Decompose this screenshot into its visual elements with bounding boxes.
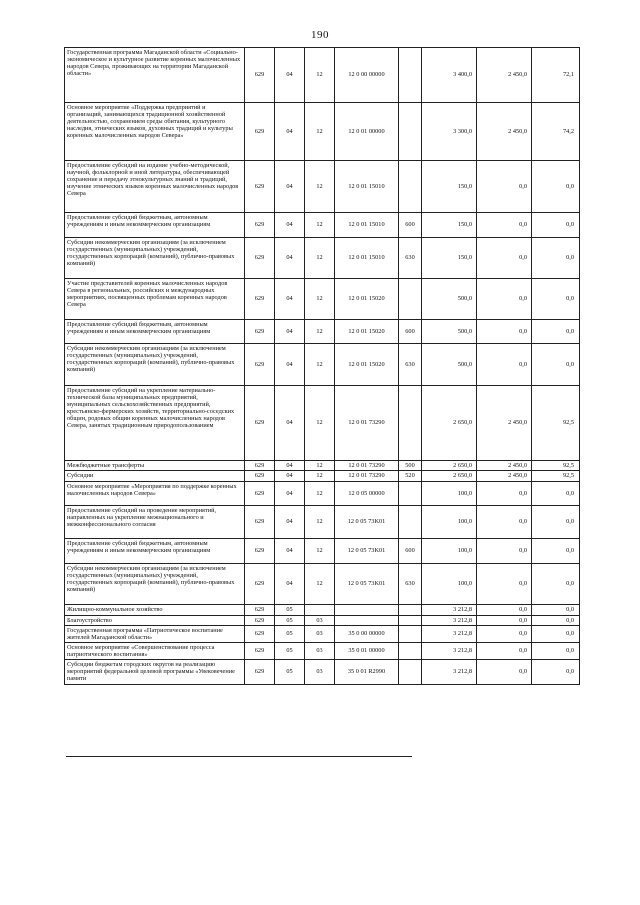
plan-amount: 100,0 — [422, 564, 477, 605]
footnote-divider — [66, 756, 412, 757]
subsection-code: 12 — [305, 344, 335, 386]
actual-amount: 2 450,0 — [477, 103, 532, 161]
row-name: Участие представителей коренных малочисленных народов Севера в региональных, российских и международных мероприятиях, посвященных проблемам коренных народов Севера — [65, 279, 245, 320]
section-code: 04 — [275, 320, 305, 344]
section-code: 05 — [275, 643, 305, 660]
table-row — [65, 626, 580, 643]
table-row — [65, 482, 580, 506]
section-code: 04 — [275, 539, 305, 564]
expense-type-code — [399, 506, 422, 539]
admin-code: 629 — [245, 48, 275, 103]
actual-amount: 0,0 — [477, 660, 532, 685]
actual-amount: 0,0 — [477, 213, 532, 238]
subsection-code: 12 — [305, 471, 335, 482]
expense-type-code — [399, 103, 422, 161]
target-code: 35 0 01 R2990 — [335, 660, 399, 685]
plan-amount: 500,0 — [422, 279, 477, 320]
subsection-code: 12 — [305, 103, 335, 161]
execution-percent: 72,1 — [532, 48, 580, 103]
execution-percent: 92,5 — [532, 461, 580, 471]
section-code: 04 — [275, 386, 305, 461]
subsection-code: 03 — [305, 616, 335, 626]
target-code: 12 0 01 15020 — [335, 344, 399, 386]
actual-amount: 0,0 — [477, 626, 532, 643]
subsection-code: 12 — [305, 461, 335, 471]
admin-code: 629 — [245, 386, 275, 461]
subsection-code: 12 — [305, 482, 335, 506]
table-row — [65, 320, 580, 344]
expense-type-code: 600 — [399, 539, 422, 564]
budget-table-body — [65, 48, 580, 685]
row-name: Предоставление субсидий бюджетным, автономным учреждениям и иным некоммерческим организациям — [65, 539, 245, 564]
execution-percent: 0,0 — [532, 605, 580, 616]
actual-amount: 0,0 — [477, 344, 532, 386]
actual-amount: 2 450,0 — [477, 461, 532, 471]
table-row — [65, 48, 580, 103]
admin-code: 629 — [245, 643, 275, 660]
section-code: 05 — [275, 626, 305, 643]
subsection-code: 12 — [305, 238, 335, 279]
actual-amount: 0,0 — [477, 564, 532, 605]
target-code: 12 0 01 15020 — [335, 320, 399, 344]
target-code: 12 0 01 00000 — [335, 103, 399, 161]
actual-amount: 0,0 — [477, 482, 532, 506]
plan-amount: 3 400,0 — [422, 48, 477, 103]
section-code: 04 — [275, 238, 305, 279]
execution-percent: 0,0 — [532, 626, 580, 643]
section-code: 04 — [275, 213, 305, 238]
execution-percent: 0,0 — [532, 344, 580, 386]
row-name: Основное мероприятие «Поддержка предприятий и организаций, занимающихся традиционной хозяйственной деятельностью, сохранением среды обитания, культурного наследия, этнических языков, духовных традиций и культуры коренных малочисленных народов Севера» — [65, 103, 245, 161]
execution-percent: 0,0 — [532, 506, 580, 539]
target-code: 12 0 01 15020 — [335, 279, 399, 320]
plan-amount: 150,0 — [422, 161, 477, 213]
target-code: 12 0 01 15010 — [335, 238, 399, 279]
row-name: Субсидии некоммерческим организациям (за исключением государственных (муниципальных) учреждений, государственных корпораций (компаний), публично-правовых компаний) — [65, 344, 245, 386]
actual-amount: 2 450,0 — [477, 386, 532, 461]
admin-code: 629 — [245, 103, 275, 161]
section-code: 04 — [275, 564, 305, 605]
plan-amount: 2 650,0 — [422, 386, 477, 461]
admin-code: 629 — [245, 161, 275, 213]
section-code: 04 — [275, 461, 305, 471]
execution-percent: 0,0 — [532, 279, 580, 320]
plan-amount: 3 212,8 — [422, 660, 477, 685]
row-name: Основное мероприятие «Совершенствование процесса патриотического воспитания» — [65, 643, 245, 660]
row-name: Предоставление субсидий на проведение мероприятий, направленных на укрепление межнационального и межконфессионального согласия — [65, 506, 245, 539]
subsection-code: 12 — [305, 564, 335, 605]
plan-amount: 100,0 — [422, 506, 477, 539]
admin-code: 629 — [245, 320, 275, 344]
admin-code: 629 — [245, 213, 275, 238]
execution-percent: 0,0 — [532, 616, 580, 626]
subsection-code: 12 — [305, 48, 335, 103]
actual-amount: 0,0 — [477, 605, 532, 616]
execution-percent: 92,5 — [532, 471, 580, 482]
target-code — [335, 605, 399, 616]
actual-amount: 0,0 — [477, 506, 532, 539]
target-code: 12 0 05 73K01 — [335, 564, 399, 605]
row-name: Основное мероприятие «Мероприятия по поддержке коренных малочисленных народов Севера» — [65, 482, 245, 506]
target-code: 12 0 05 73K01 — [335, 506, 399, 539]
admin-code: 629 — [245, 539, 275, 564]
section-code: 05 — [275, 605, 305, 616]
plan-amount: 3 212,8 — [422, 643, 477, 660]
section-code: 04 — [275, 103, 305, 161]
subsection-code: 12 — [305, 320, 335, 344]
expense-type-code — [399, 643, 422, 660]
subsection-code: 12 — [305, 213, 335, 238]
execution-percent: 0,0 — [532, 238, 580, 279]
section-code: 04 — [275, 161, 305, 213]
admin-code: 629 — [245, 660, 275, 685]
plan-amount: 3 212,8 — [422, 605, 477, 616]
admin-code: 629 — [245, 482, 275, 506]
target-code: 12 0 01 73290 — [335, 386, 399, 461]
table-row — [65, 461, 580, 471]
admin-code: 629 — [245, 564, 275, 605]
execution-percent: 74,2 — [532, 103, 580, 161]
page-number: 190 — [311, 29, 329, 41]
row-name: Предоставление субсидий бюджетным, автономным учреждениям и иным некоммерческим организациям — [65, 213, 245, 238]
expense-type-code: 520 — [399, 471, 422, 482]
row-name: Субсидии бюджетам городских округов на реализацию мероприятий федеральной целевой программы «Увековечение памяти — [65, 660, 245, 685]
target-code: 12 0 00 00000 — [335, 48, 399, 103]
admin-code: 629 — [245, 626, 275, 643]
actual-amount: 0,0 — [477, 616, 532, 626]
table-row — [65, 564, 580, 605]
section-code: 04 — [275, 471, 305, 482]
target-code: 12 0 01 73290 — [335, 461, 399, 471]
target-code: 12 0 05 00000 — [335, 482, 399, 506]
row-name: Предоставление субсидий на издание учебно-методической, научной, фольклорной и иной литературы, обеспечивающей сохранение и передачу этнокультурных знаний и традиций, изучение этнических языков коренных малочисленных народов Севера — [65, 161, 245, 213]
table-row — [65, 238, 580, 279]
row-name: Государственная программа Магаданской области «Социально-экономическое и культурное развитие коренных малочисленных народов Севера, проживающих на территории Магаданской области» — [65, 48, 245, 103]
actual-amount: 0,0 — [477, 643, 532, 660]
table-row — [65, 213, 580, 238]
subsection-code: 12 — [305, 386, 335, 461]
subsection-code — [305, 605, 335, 616]
expense-type-code — [399, 626, 422, 643]
admin-code: 629 — [245, 279, 275, 320]
table-row — [65, 660, 580, 685]
expense-type-code — [399, 482, 422, 506]
expense-type-code — [399, 386, 422, 461]
budget-table — [64, 47, 580, 685]
section-code: 04 — [275, 279, 305, 320]
table-row — [65, 506, 580, 539]
execution-percent: 0,0 — [532, 564, 580, 605]
expense-type-code: 600 — [399, 213, 422, 238]
row-name: Субсидии некоммерческим организациям (за исключением государственных (муниципальных) учреждений, государственных корпораций (компаний), публично-правовых компаний) — [65, 238, 245, 279]
section-code: 04 — [275, 48, 305, 103]
expense-type-code — [399, 48, 422, 103]
execution-percent: 0,0 — [532, 660, 580, 685]
plan-amount: 150,0 — [422, 213, 477, 238]
expense-type-code — [399, 616, 422, 626]
table-row — [65, 103, 580, 161]
execution-percent: 0,0 — [532, 213, 580, 238]
expense-type-code: 630 — [399, 564, 422, 605]
plan-amount: 3 212,8 — [422, 616, 477, 626]
section-code: 05 — [275, 660, 305, 685]
subsection-code: 12 — [305, 506, 335, 539]
plan-amount: 2 650,0 — [422, 471, 477, 482]
table-row — [65, 539, 580, 564]
section-code: 04 — [275, 506, 305, 539]
expense-type-code — [399, 660, 422, 685]
table-row — [65, 616, 580, 626]
execution-percent: 0,0 — [532, 539, 580, 564]
section-code: 04 — [275, 482, 305, 506]
admin-code: 629 — [245, 344, 275, 386]
actual-amount: 0,0 — [477, 279, 532, 320]
table-row — [65, 643, 580, 660]
row-name: Предоставление субсидий на укрепление материально-технической базы муниципальных предприятий, муниципальных сельскохозяйственных предприятий, крестьянско-фермерских хозяйств, территориально-соседских общин, родовых общин коренных малочисленных народов Севера, занятых традиционным природопользованием — [65, 386, 245, 461]
subsection-code: 12 — [305, 279, 335, 320]
subsection-code: 12 — [305, 161, 335, 213]
section-code: 04 — [275, 344, 305, 386]
expense-type-code: 600 — [399, 320, 422, 344]
table-row — [65, 161, 580, 213]
target-code — [335, 616, 399, 626]
target-code: 12 0 01 15010 — [335, 213, 399, 238]
table-row — [65, 386, 580, 461]
table-row — [65, 605, 580, 616]
target-code: 12 0 01 73290 — [335, 471, 399, 482]
execution-percent: 0,0 — [532, 161, 580, 213]
subsection-code: 03 — [305, 660, 335, 685]
plan-amount: 150,0 — [422, 238, 477, 279]
row-name: Благоустройство — [65, 616, 245, 626]
actual-amount: 2 450,0 — [477, 48, 532, 103]
admin-code: 629 — [245, 238, 275, 279]
expense-type-code: 630 — [399, 344, 422, 386]
row-name: Субсидии — [65, 471, 245, 482]
plan-amount: 3 300,0 — [422, 103, 477, 161]
plan-amount: 3 212,8 — [422, 626, 477, 643]
subsection-code: 12 — [305, 539, 335, 564]
row-name: Предоставление субсидий бюджетным, автономным учреждениям и иным некоммерческим организациям — [65, 320, 245, 344]
expense-type-code — [399, 605, 422, 616]
admin-code: 629 — [245, 616, 275, 626]
actual-amount: 0,0 — [477, 238, 532, 279]
actual-amount: 0,0 — [477, 320, 532, 344]
expense-type-code: 500 — [399, 461, 422, 471]
subsection-code: 03 — [305, 643, 335, 660]
row-name: Межбюджетные трансферты — [65, 461, 245, 471]
table-row — [65, 279, 580, 320]
plan-amount: 500,0 — [422, 320, 477, 344]
target-code: 12 0 01 15010 — [335, 161, 399, 213]
admin-code: 629 — [245, 461, 275, 471]
admin-code: 629 — [245, 506, 275, 539]
expense-type-code — [399, 161, 422, 213]
table-row — [65, 344, 580, 386]
actual-amount: 2 450,0 — [477, 471, 532, 482]
target-code: 35 0 00 00000 — [335, 626, 399, 643]
plan-amount: 500,0 — [422, 344, 477, 386]
actual-amount: 0,0 — [477, 161, 532, 213]
expense-type-code: 630 — [399, 238, 422, 279]
expense-type-code — [399, 279, 422, 320]
plan-amount: 100,0 — [422, 482, 477, 506]
row-name: Жилищно-коммунальное хозяйство — [65, 605, 245, 616]
actual-amount: 0,0 — [477, 539, 532, 564]
target-code: 12 0 05 73K01 — [335, 539, 399, 564]
plan-amount: 2 650,0 — [422, 461, 477, 471]
admin-code: 629 — [245, 471, 275, 482]
admin-code: 629 — [245, 605, 275, 616]
execution-percent: 0,0 — [532, 482, 580, 506]
subsection-code: 03 — [305, 626, 335, 643]
table-row — [65, 471, 580, 482]
execution-percent: 0,0 — [532, 643, 580, 660]
plan-amount: 100,0 — [422, 539, 477, 564]
row-name: Государственная программа «Патриотическое воспитание жителей Магаданской области» — [65, 626, 245, 643]
execution-percent: 92,5 — [532, 386, 580, 461]
target-code: 35 0 01 00000 — [335, 643, 399, 660]
row-name: Субсидии некоммерческим организациям (за исключением государственных (муниципальных) учреждений, государственных корпораций (компаний), публично-правовых компаний) — [65, 564, 245, 605]
section-code: 05 — [275, 616, 305, 626]
execution-percent: 0,0 — [532, 320, 580, 344]
